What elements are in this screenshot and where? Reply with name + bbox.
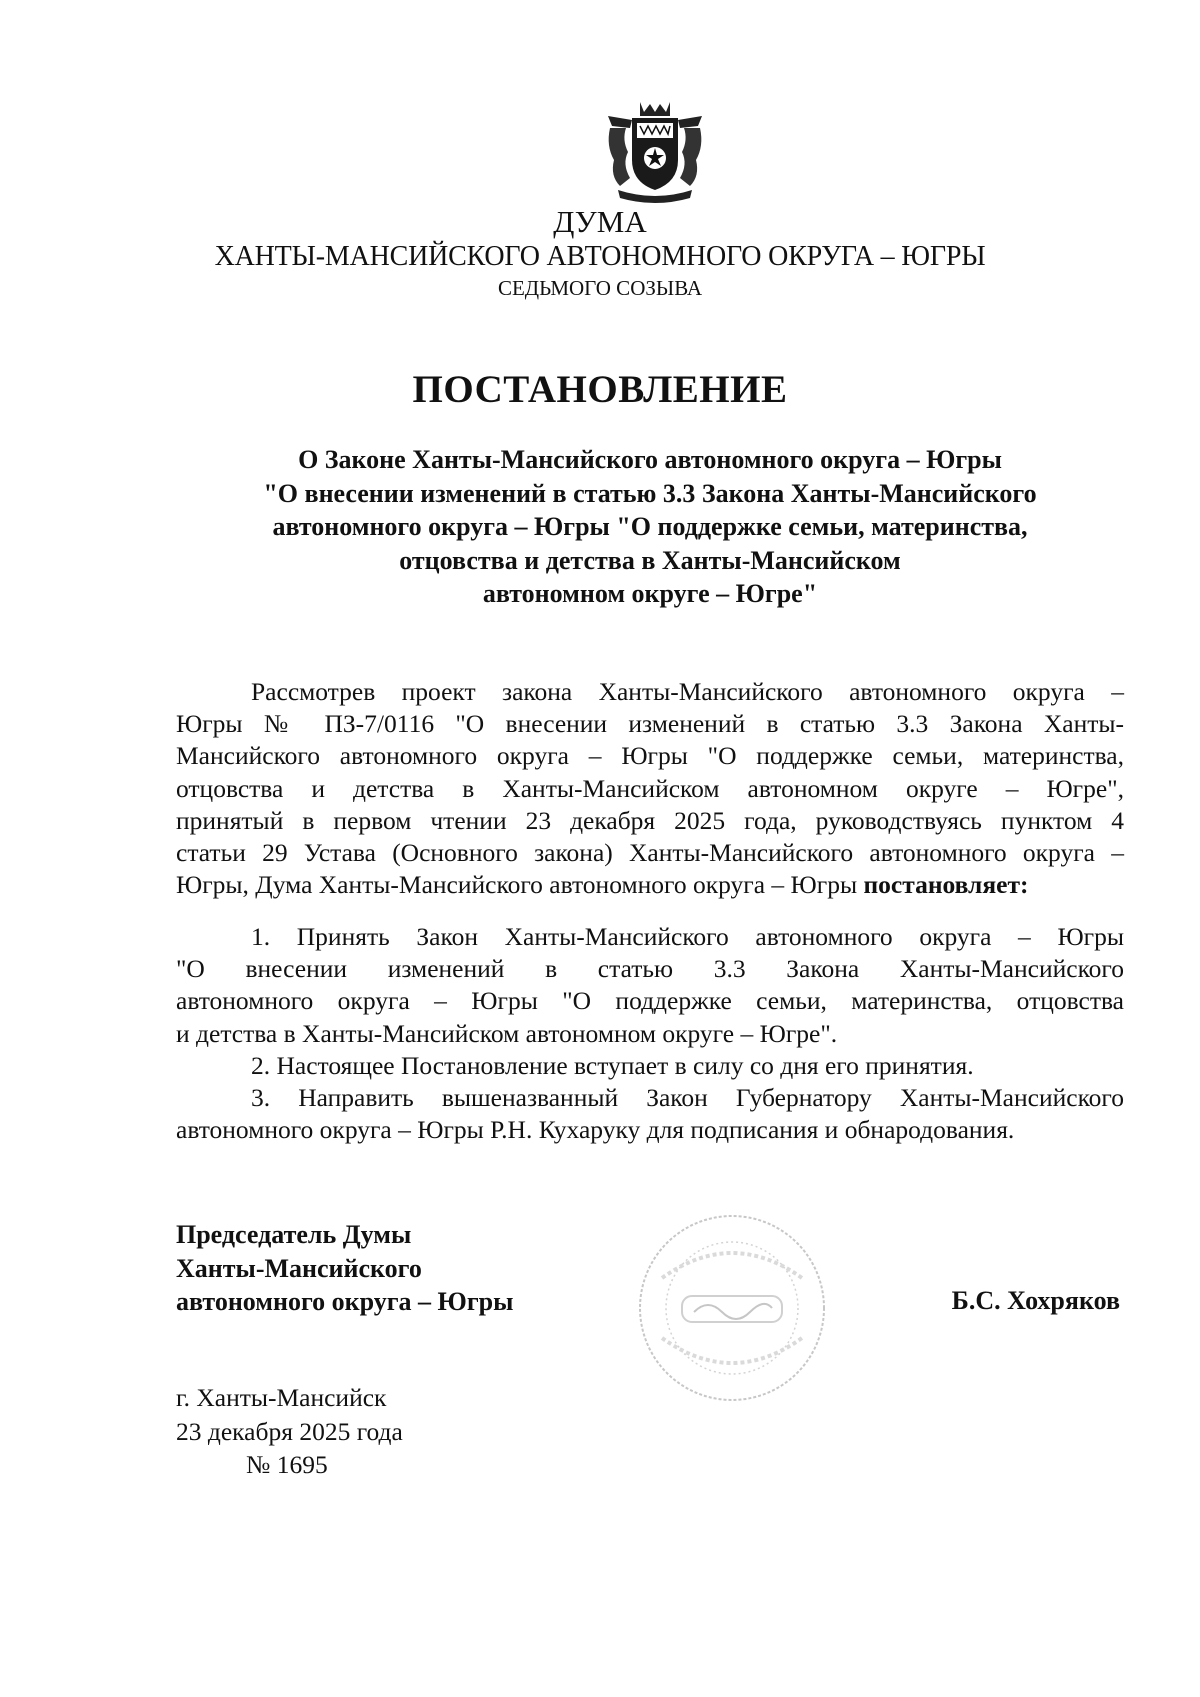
preamble-line: Мансийского автономного округа – Югры "О поддержке семьи, материнства, <box>176 741 1124 771</box>
signatory-title-line: Председатель Думы <box>176 1220 412 1249</box>
convocation: СЕДЬМОГО СОЗЫВА <box>497 276 703 300</box>
signatory-title-line: Ханты-Мансийского <box>176 1253 422 1283</box>
subject-line: автономном округе – Югре" <box>482 579 818 608</box>
preamble-last-line <box>176 869 1124 901</box>
item-1-line: 1. Принять Закон Ханты-Мансийского автономного округа – Югры <box>251 922 1124 951</box>
signatory-title-line: автономного округа – Югры <box>176 1287 514 1316</box>
preamble-line: Югры № ПЗ-7/0116 "О внесении изменений в статью 3.3 Закона Ханты- <box>176 709 1124 739</box>
document-subject <box>170 443 1130 611</box>
subject-line: "О внесении изменений в статью 3.3 Закона Ханты-Мансийского <box>263 478 1037 508</box>
official-stamp <box>622 1208 842 1408</box>
document-footer <box>176 1381 403 1482</box>
item-1-line: и детства в Ханты-Мансийском автономном округе – Югре". <box>176 1018 838 1048</box>
signatory-name: Б.С. Хохряков <box>951 1286 1120 1315</box>
item-2-line: 2. Настоящее Постановление вступает в силу со дня его принятия. <box>251 1050 974 1080</box>
subject-line: отцовства и детства в Ханты-Мансийском <box>399 545 901 575</box>
signatory-title <box>176 1218 513 1319</box>
subject-line: О Законе Ханты-Мансийского автономного округа – Югры <box>298 445 1002 474</box>
preamble-line: Рассмотрев проект закона Ханты-Мансийского автономного округа – <box>251 677 1124 706</box>
region-name: ХАНТЫ-МАНСИЙСКОГО АВТОНОМНОГО ОКРУГА – ЮГРЫ <box>214 241 986 272</box>
organization-name: ДУМА <box>553 204 647 239</box>
preamble-line: принятый в первом чтении 23 декабря 2025 года, руководствуясь пунктом 4 <box>176 805 1124 835</box>
subject-line: автономного округа – Югры "О поддержке семьи, материнства, <box>272 512 1028 541</box>
coat-of-arms-emblem <box>604 98 706 210</box>
item-3-line: автономного округа – Югры Р.Н. Кухаруку для подписания и обнародования. <box>176 1115 1015 1145</box>
preamble-line: статьи 29 Устава (Основного закона) Ханты-Мансийского автономного округа – <box>176 838 1124 868</box>
resolution-items <box>176 921 1124 1146</box>
item-1-line: автономного округа – Югры "О поддержке семьи, материнства, отцовства <box>176 986 1124 1016</box>
document-number: № 1695 <box>246 1450 328 1479</box>
preamble-line: Югры, Дума Ханты-Мансийского автономного округа – Югры <box>176 870 858 900</box>
preamble-paragraph <box>176 676 1124 901</box>
date: 23 декабря 2025 года <box>176 1416 403 1446</box>
preamble-line: отцовства и детства в Ханты-Мансийском автономном округе – Югре", <box>176 773 1124 803</box>
document-type-title: ПОСТАНОВЛЕНИЕ <box>412 368 788 411</box>
item-1-line: "О внесении изменений в статью 3.3 Закона Ханты-Мансийского <box>176 954 1124 984</box>
city: г. Ханты-Мансийск <box>176 1383 387 1412</box>
resolves-keyword: постановляет: <box>863 870 1029 900</box>
item-3-line: 3. Направить вышеназванный Закон Губернатору Ханты-Мансийского <box>251 1083 1124 1113</box>
